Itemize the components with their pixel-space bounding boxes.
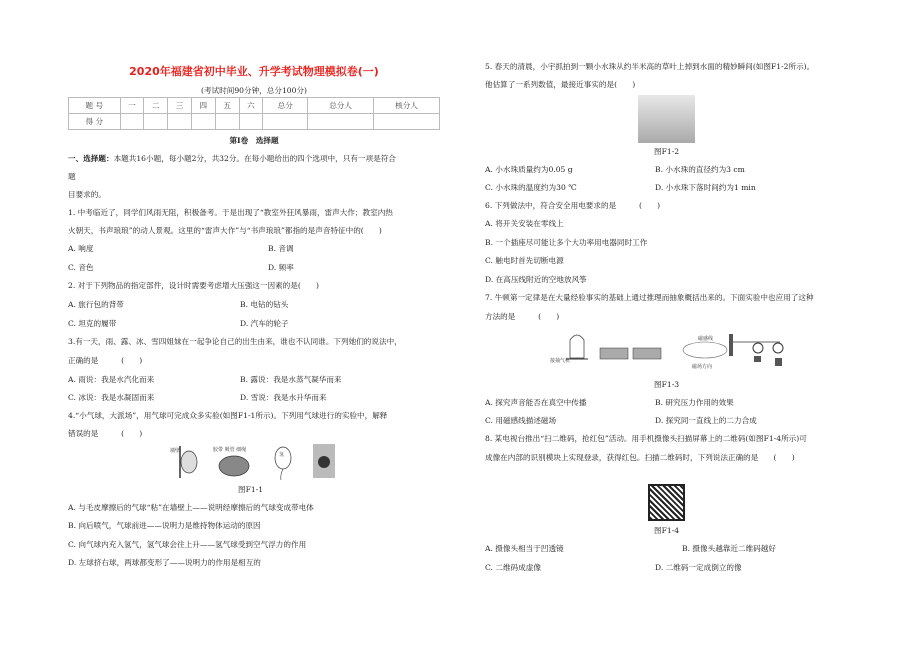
- option: C. 触电时首先切断电源: [485, 256, 564, 265]
- option: D. 在高压线附近的空地放风筝: [485, 275, 587, 284]
- figure-label: 磁场方向: [692, 364, 713, 370]
- option: A. 摄像头相当于凹透镜: [485, 544, 564, 553]
- option: C. 二维码成虚像: [485, 563, 541, 572]
- score-cell: [120, 114, 144, 130]
- option: D. 二维码一定成倒立的像: [655, 563, 742, 572]
- experiments-figure: [540, 328, 790, 376]
- header-cell: 二: [144, 98, 168, 114]
- balloon-experiments-figure: [168, 442, 338, 482]
- qr-code-image: [650, 486, 683, 519]
- figure-caption: 图F1-4: [654, 526, 680, 535]
- figure-caption: 图F1-1: [238, 485, 264, 494]
- option: C. 音色: [68, 263, 94, 272]
- score-cell: [215, 114, 239, 130]
- score-cell: [308, 114, 374, 130]
- instructions-label: 一、选择题：: [68, 154, 114, 163]
- option: C. 用磁感线描述磁场: [485, 416, 557, 425]
- option: A. 小水珠质量约为0.05 g: [485, 165, 573, 174]
- option: D. 汽车的轮子: [240, 319, 289, 328]
- option: D. 雪说：我是水升华而来: [240, 393, 327, 402]
- header-cell: 总分人: [308, 98, 374, 114]
- question-text: 4.“小气球，大派场”，用气球可完成众多实验(如图F1-1所示)。下列用气球进行的实验中，解释: [68, 411, 388, 420]
- exam-title: 2020年福建省初中毕业、升学考试物理模拟卷(一): [129, 65, 379, 78]
- option: C. 小水珠的温度约为30 ℃: [485, 183, 577, 192]
- option: B. 向后喷气，气球前进——说明力是维持物体运动的原因: [68, 521, 261, 530]
- option: A. 与毛皮摩擦后的气球“粘”在墙壁上——说明经摩擦后的气球变成带电体: [68, 503, 314, 512]
- question-text: 方法的是 ( ): [485, 312, 560, 321]
- question-text: 错误的是 ( ): [68, 429, 143, 438]
- option: A. 将开关安装在零线上: [485, 219, 564, 228]
- option: D. 小水珠下落时间约为1 min: [655, 183, 756, 192]
- option: B. 电钻的钻头: [240, 300, 289, 309]
- option: A. 雨说：我是水汽化而来: [68, 375, 155, 384]
- figure-label: 磁感线: [698, 336, 714, 342]
- header-cell: 三: [168, 98, 192, 114]
- option: A. 探究声音能否在真空中传播: [485, 398, 587, 407]
- score-cell: [239, 114, 263, 130]
- header-cell: 四: [191, 98, 215, 114]
- option: D. 频率: [268, 263, 294, 272]
- option: C. 向气球内充入氢气，氢气球会往上升——氢气球受到空气浮力的作用: [68, 540, 307, 549]
- question-text: 3.有一天，雨、露、冰、雪四姐妹在一起争论自己的出生由来，谁也不认同谁。下列她们的说法中，: [68, 337, 402, 346]
- figure-label: 胶带 吸管 细绳: [213, 447, 247, 453]
- figure-label: 氢: [279, 452, 285, 458]
- instructions-line: 题: [68, 172, 76, 181]
- option: B. 音调: [268, 244, 294, 253]
- option: D. 左球挤右球，两球都变形了——说明力的作用是相互的: [68, 558, 261, 567]
- option: C. 冰说：我是水凝固而来: [68, 393, 155, 402]
- score-cell: [191, 114, 215, 130]
- header-cell: 六: [239, 98, 263, 114]
- option: A. 旅行包的背带: [68, 300, 124, 309]
- option: B. 露说：我是水蒸气凝华而来: [240, 375, 342, 384]
- header-cell: 总分: [263, 98, 308, 114]
- score-cell: [168, 114, 192, 130]
- question-text: 7. 牛顿第一定律是在大量经验事实的基础上通过推理而抽象概括出来的。下面实验中也应用了这种: [485, 293, 814, 302]
- question-text: 成像在内部的识别模块上实现登录，获得红包。扫描二维码时，下列说法正确的是 ( ): [485, 453, 795, 462]
- figure-caption: 图F1-2: [654, 147, 680, 156]
- question-text: 8. 某电视台推出“扫二维码，抢红包”活动。用手机摄像头扫描屏幕上的二维码(如图F1-4所示)可: [485, 434, 807, 443]
- question-text: 火朝天，书声琅琅”的动人景观。这里的“雷声大作”与“书声琅琅”都指的是声音特征中的( ): [68, 226, 382, 235]
- question-text: 5. 春天的清晨，小宇抓拍到一颗小水珠从约半米高的草叶上掉到水面的精妙瞬间(如图F1-2所示)。: [485, 62, 815, 71]
- question-text: 他估算了一系列数值，最接近事实的是( ): [485, 80, 636, 89]
- header-cell: 题 号: [69, 98, 121, 114]
- figure-caption: 图F1-3: [654, 380, 680, 389]
- question-text: 正确的是 ( ): [68, 356, 143, 365]
- instructions-line: 目要求的。: [68, 190, 106, 199]
- row-label: 得 分: [69, 114, 121, 130]
- exam-subtitle: (考试时间90分钟，总分100分): [200, 86, 308, 95]
- instructions-text: 本题共16小题，每小题2分，共32分。在每小题给出的四个选项中，只有一项是符合: [113, 154, 396, 163]
- score-cell: [263, 114, 308, 130]
- figure-label: 墙壁: [170, 448, 181, 454]
- option: B. 摄像头越靠近二维码越好: [682, 544, 776, 553]
- score-cell: [144, 114, 168, 130]
- option: B. 一个插座尽可能让多个大功率用电器同时工作: [485, 238, 648, 247]
- header-cell: 一: [120, 98, 144, 114]
- question-text: 2. 对于下列物品的指定部件，设计时需要考虑增大压强这一因素的是( ): [68, 281, 319, 290]
- header-cell: 五: [215, 98, 239, 114]
- water-drop-photo: [638, 95, 695, 143]
- option: A. 响度: [68, 244, 94, 253]
- question-text: 1. 中考临近了，同学们风雨无阻，积极备考。于是出现了“教室外狂风暴雨，雷声大作；教室内热: [68, 208, 393, 217]
- section-title: 第Ⅰ卷 选择题: [229, 136, 279, 145]
- option: B. 研究压力作用的效果: [655, 398, 734, 407]
- option: B. 小水珠的直径约为3 cm: [655, 165, 745, 174]
- option: D. 探究同一直线上的二力合成: [655, 416, 757, 425]
- figure-label: 接抽气机: [550, 358, 571, 364]
- option: C. 坦克的履带: [68, 319, 117, 328]
- question-text: 6. 下列做法中，符合安全用电要求的是 ( ): [485, 201, 661, 210]
- instructions: [68, 154, 396, 164]
- score-cell: [374, 114, 440, 130]
- header-cell: 核分人: [374, 98, 440, 114]
- score-table: [68, 97, 440, 130]
